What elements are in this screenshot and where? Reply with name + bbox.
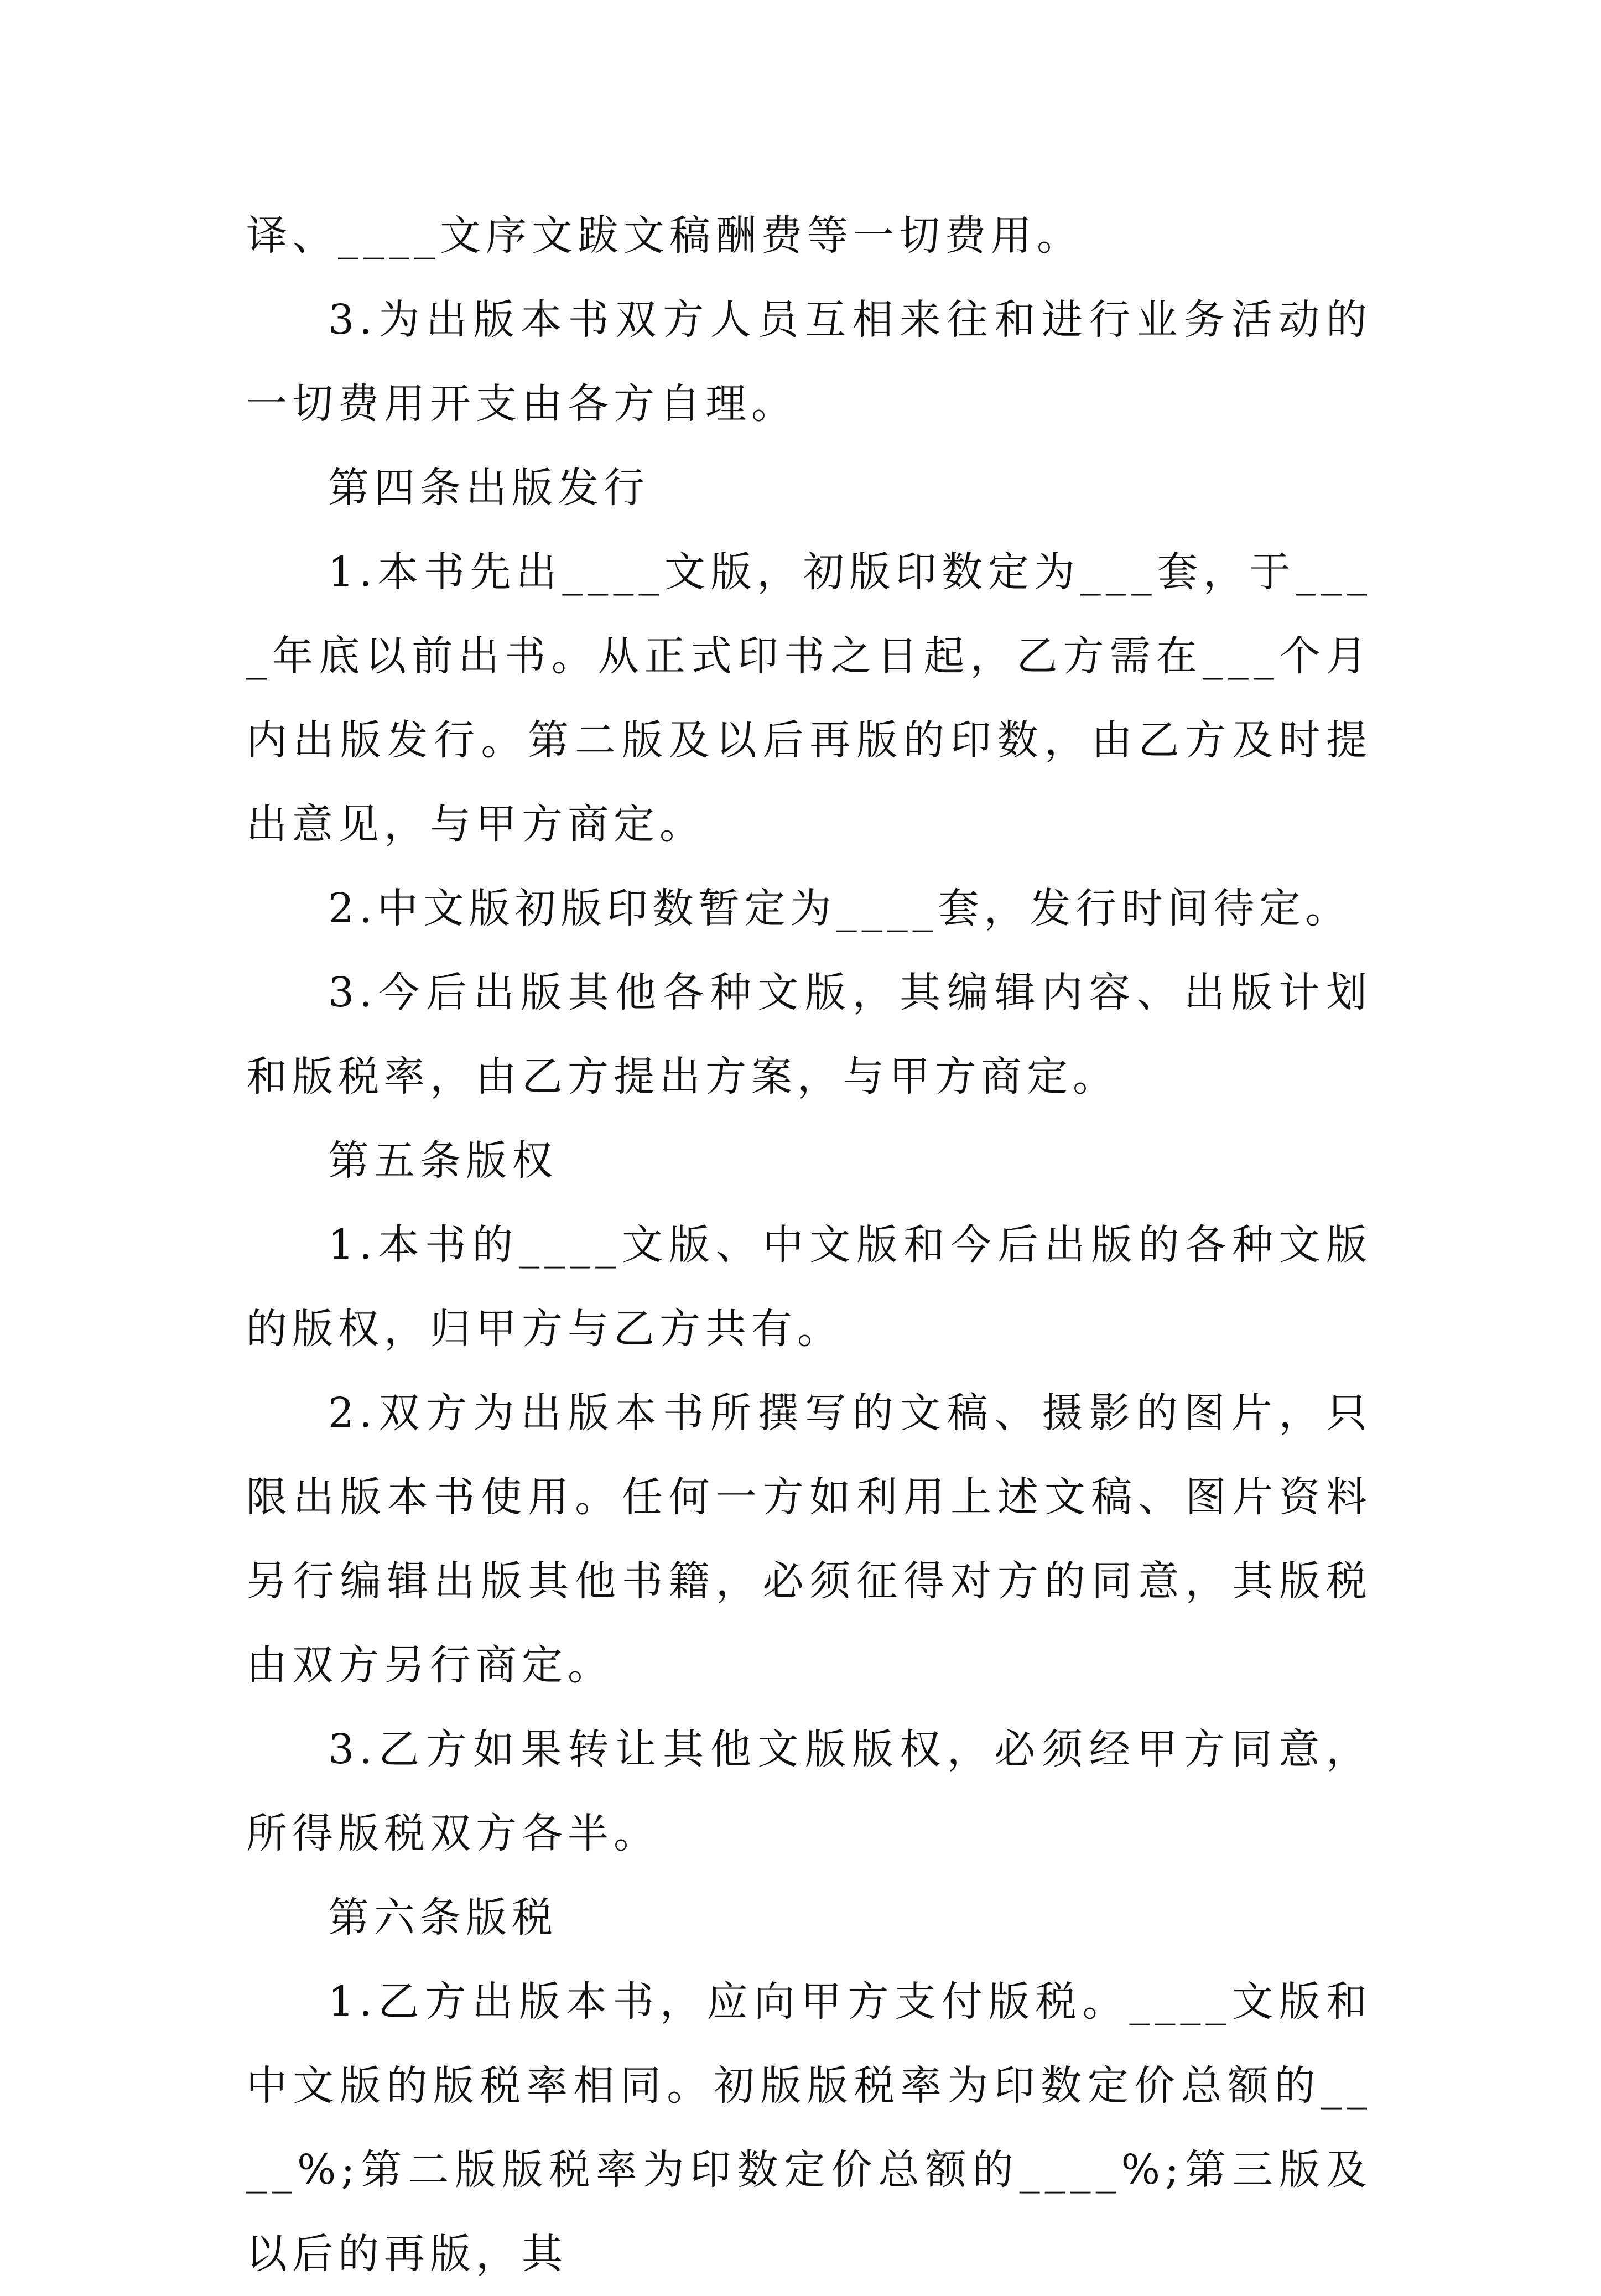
paragraph-article5-item2: 2.双方为出版本书所撰写的文稿、摄影的图片，只限出版本书使用。任何一方如利用上述文稿、图片资料另行编辑出版其他书籍，必须征得对方的同意，其版税由双方另行商定。 — [246, 1389, 1372, 1689]
paragraph-article5-item1: 1.本书的____文版、中文版和今后出版的各种文版的版权，归甲方与乙方共有。 — [246, 1221, 1372, 1353]
article-heading-6: 第六条版税 — [328, 1894, 558, 1941]
paragraph-article5-item3: 3.乙方如果转让其他文版版权，必须经甲方同意，所得版税双方各半。 — [246, 1726, 1372, 1857]
paragraph-article4-item1: 1.本书先出____文版，初版印数定为___套，于____年底以前出书。从正式印书之日起，乙方需在___个月内出版发行。第二版及以后再版的印数，由乙方及时提出意见，与甲方商定。 — [246, 548, 1372, 848]
paragraph-continuation: 译、____文序文跋文稿酬费等一切费用。 — [246, 212, 1083, 259]
paragraph-article6-item1: 1.乙方出版本书，应向甲方支付版税。____文版和中文版的版税率相同。初版版税率为印数定价总额的____%;第二版版税率为印数定价总额的____%;第三版及以后的再版，其 — [246, 1978, 1372, 2278]
paragraph-article4-item2: 2.中文版初版印数暂定为____套，发行时间待定。 — [328, 885, 1352, 932]
article-heading-5: 第五条版权 — [328, 1137, 558, 1185]
paragraph-article3-item3: 3.为出版本书双方人员互相来往和进行业务活动的一切费用开支由各方自理。 — [246, 296, 1372, 428]
article-heading-4: 第四条出版发行 — [328, 464, 649, 512]
document-body — [246, 194, 1372, 2296]
paragraph-article4-item3: 3.今后出版其他各种文版，其编辑内容、出版计划和版税率，由乙方提出方案，与甲方商定。 — [246, 969, 1372, 1100]
